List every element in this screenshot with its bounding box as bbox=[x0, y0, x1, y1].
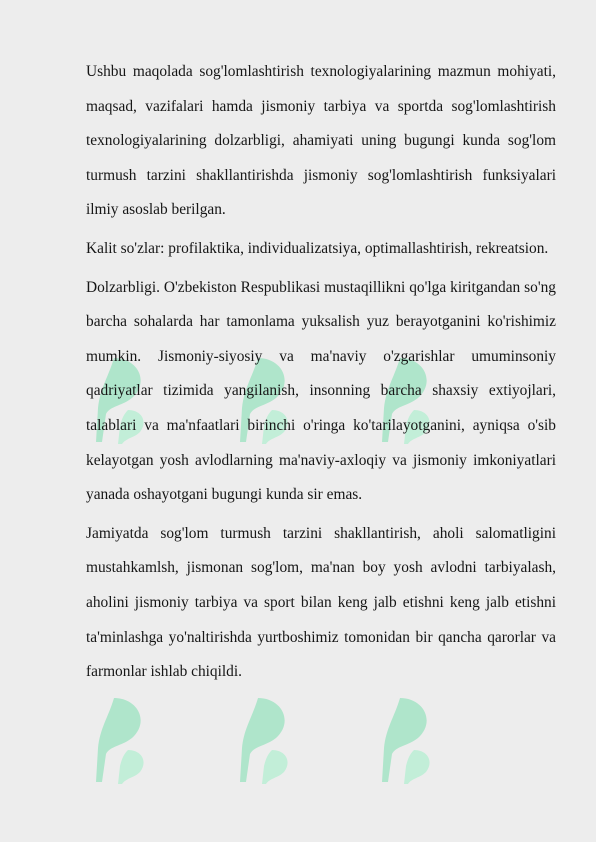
watermark-logo-icon bbox=[378, 692, 442, 788]
keywords-paragraph: Kalit so'zlar: profilaktika, individualizatsiya, optimallashtirish, rekreatsion. bbox=[86, 239, 549, 257]
document-body bbox=[86, 55, 556, 694]
watermark-logo-icon bbox=[92, 692, 156, 788]
society-paragraph: Jamiyatda sog'lom turmush tarzini shakllantirish, aholi salomatligini mustahkamlsh, jismonan sog'lom, ma'nan boy yosh avlodni tarbiyalash, aholini jismoniy tarbiya va sport bilan keng jalb etishni keng jalb etishni ta'minlashga yo'naltirishda yurtboshimiz tomonidan bir qancha qarorlar va farmonlar ishlab chiqildi. bbox=[86, 524, 556, 681]
watermark-logo-icon bbox=[236, 692, 300, 788]
abstract-paragraph: Ushbu maqolada sog'lomlashtirish texnologiyalarining mazmun mohiyati, maqsad, vazifalari hamda jismoniy tarbiya va sportda sog'lomlashtirish texnologiyalarining dolzarbligi, ahamiyati uning bugungi kunda sog'lom turmush tarzini shakllantirishda jismoniy sog'lomlashtirish funksiyalari ilmiy asoslab berilgan. bbox=[86, 63, 556, 219]
relevance-paragraph: Dolzarbligi. O'zbekiston Respublikasi mustaqillikni qo'lga kiritgandan so'ng barcha sohalarda har tamonlama yuksalish yuz berayotganini ko'rishimiz mumkin. Jismoniy-siyosiy va ma'naviy o'zgarishlar umuminsoniy qadriyatlar tizimida yangilanish, insonning barcha shaxsiy extiyojlari, talablari va ma'nfaatlari birinchi o'ringa ko'tarilayotganini, ayniqsa o'sib kelayotgan yosh avlodlarning ma'naviy-axloqiy va jismoniy imkoniyatlari yanada oshayotgani bugungi kunda sir emas. bbox=[86, 278, 556, 504]
